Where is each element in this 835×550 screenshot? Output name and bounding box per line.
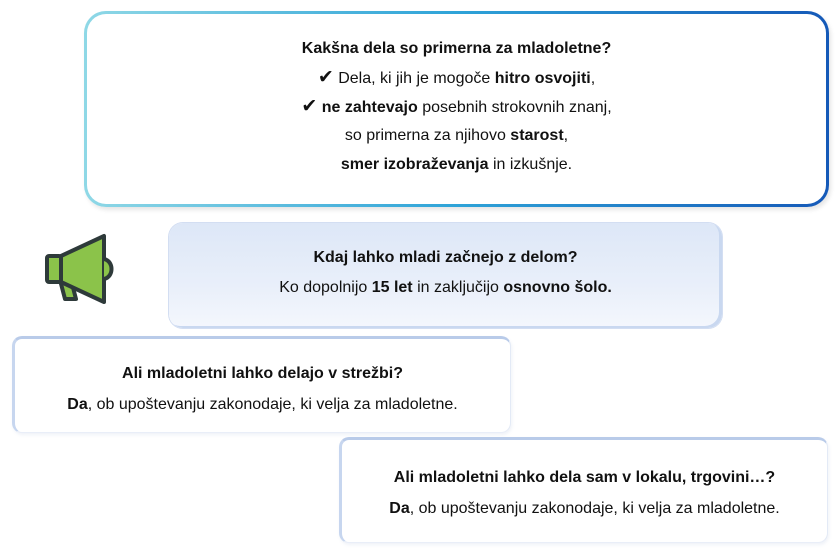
question-suitable-jobs: Kakšna dela so primerna za mladoletne? <box>301 40 612 57</box>
check-icon: ✔ <box>301 96 318 117</box>
question-start-age: Kdaj lahko mladi začnejo z delom? <box>313 249 578 266</box>
criteria-line-4: smer izobraževanja in izkušnje. <box>340 156 573 173</box>
info-box-suitable-jobs <box>84 11 829 207</box>
answer-work-alone: Da, ob upoštevanju zakonodaje, ki velja za mladoletne. <box>389 500 780 517</box>
criteria-line-2: ✔ ne zahtevajo posebnih strokovnih znanj, <box>301 96 612 117</box>
check-icon: ✔ <box>317 67 334 88</box>
megaphone-icon <box>44 233 120 305</box>
info-box-work-alone <box>339 437 828 543</box>
criteria-line-1: ✔ Dela, ki jih je mogoče hitro osvojiti, <box>317 67 596 88</box>
criteria-line-3: so primerna za njihovo starost, <box>344 127 569 144</box>
info-box-hospitality <box>12 336 511 433</box>
answer-start-age: Ko dopolnijo 15 let in zaključijo osnovno šolo. <box>279 279 612 296</box>
question-work-alone: Ali mladoletni lahko dela sam v lokalu, trgovini…? <box>393 469 776 486</box>
question-hospitality: Ali mladoletni lahko delajo v strežbi? <box>122 365 403 382</box>
answer-hospitality: Da, ob upoštevanju zakonodaje, ki velja za mladoletne. <box>67 396 458 413</box>
info-box-start-age <box>169 223 722 328</box>
